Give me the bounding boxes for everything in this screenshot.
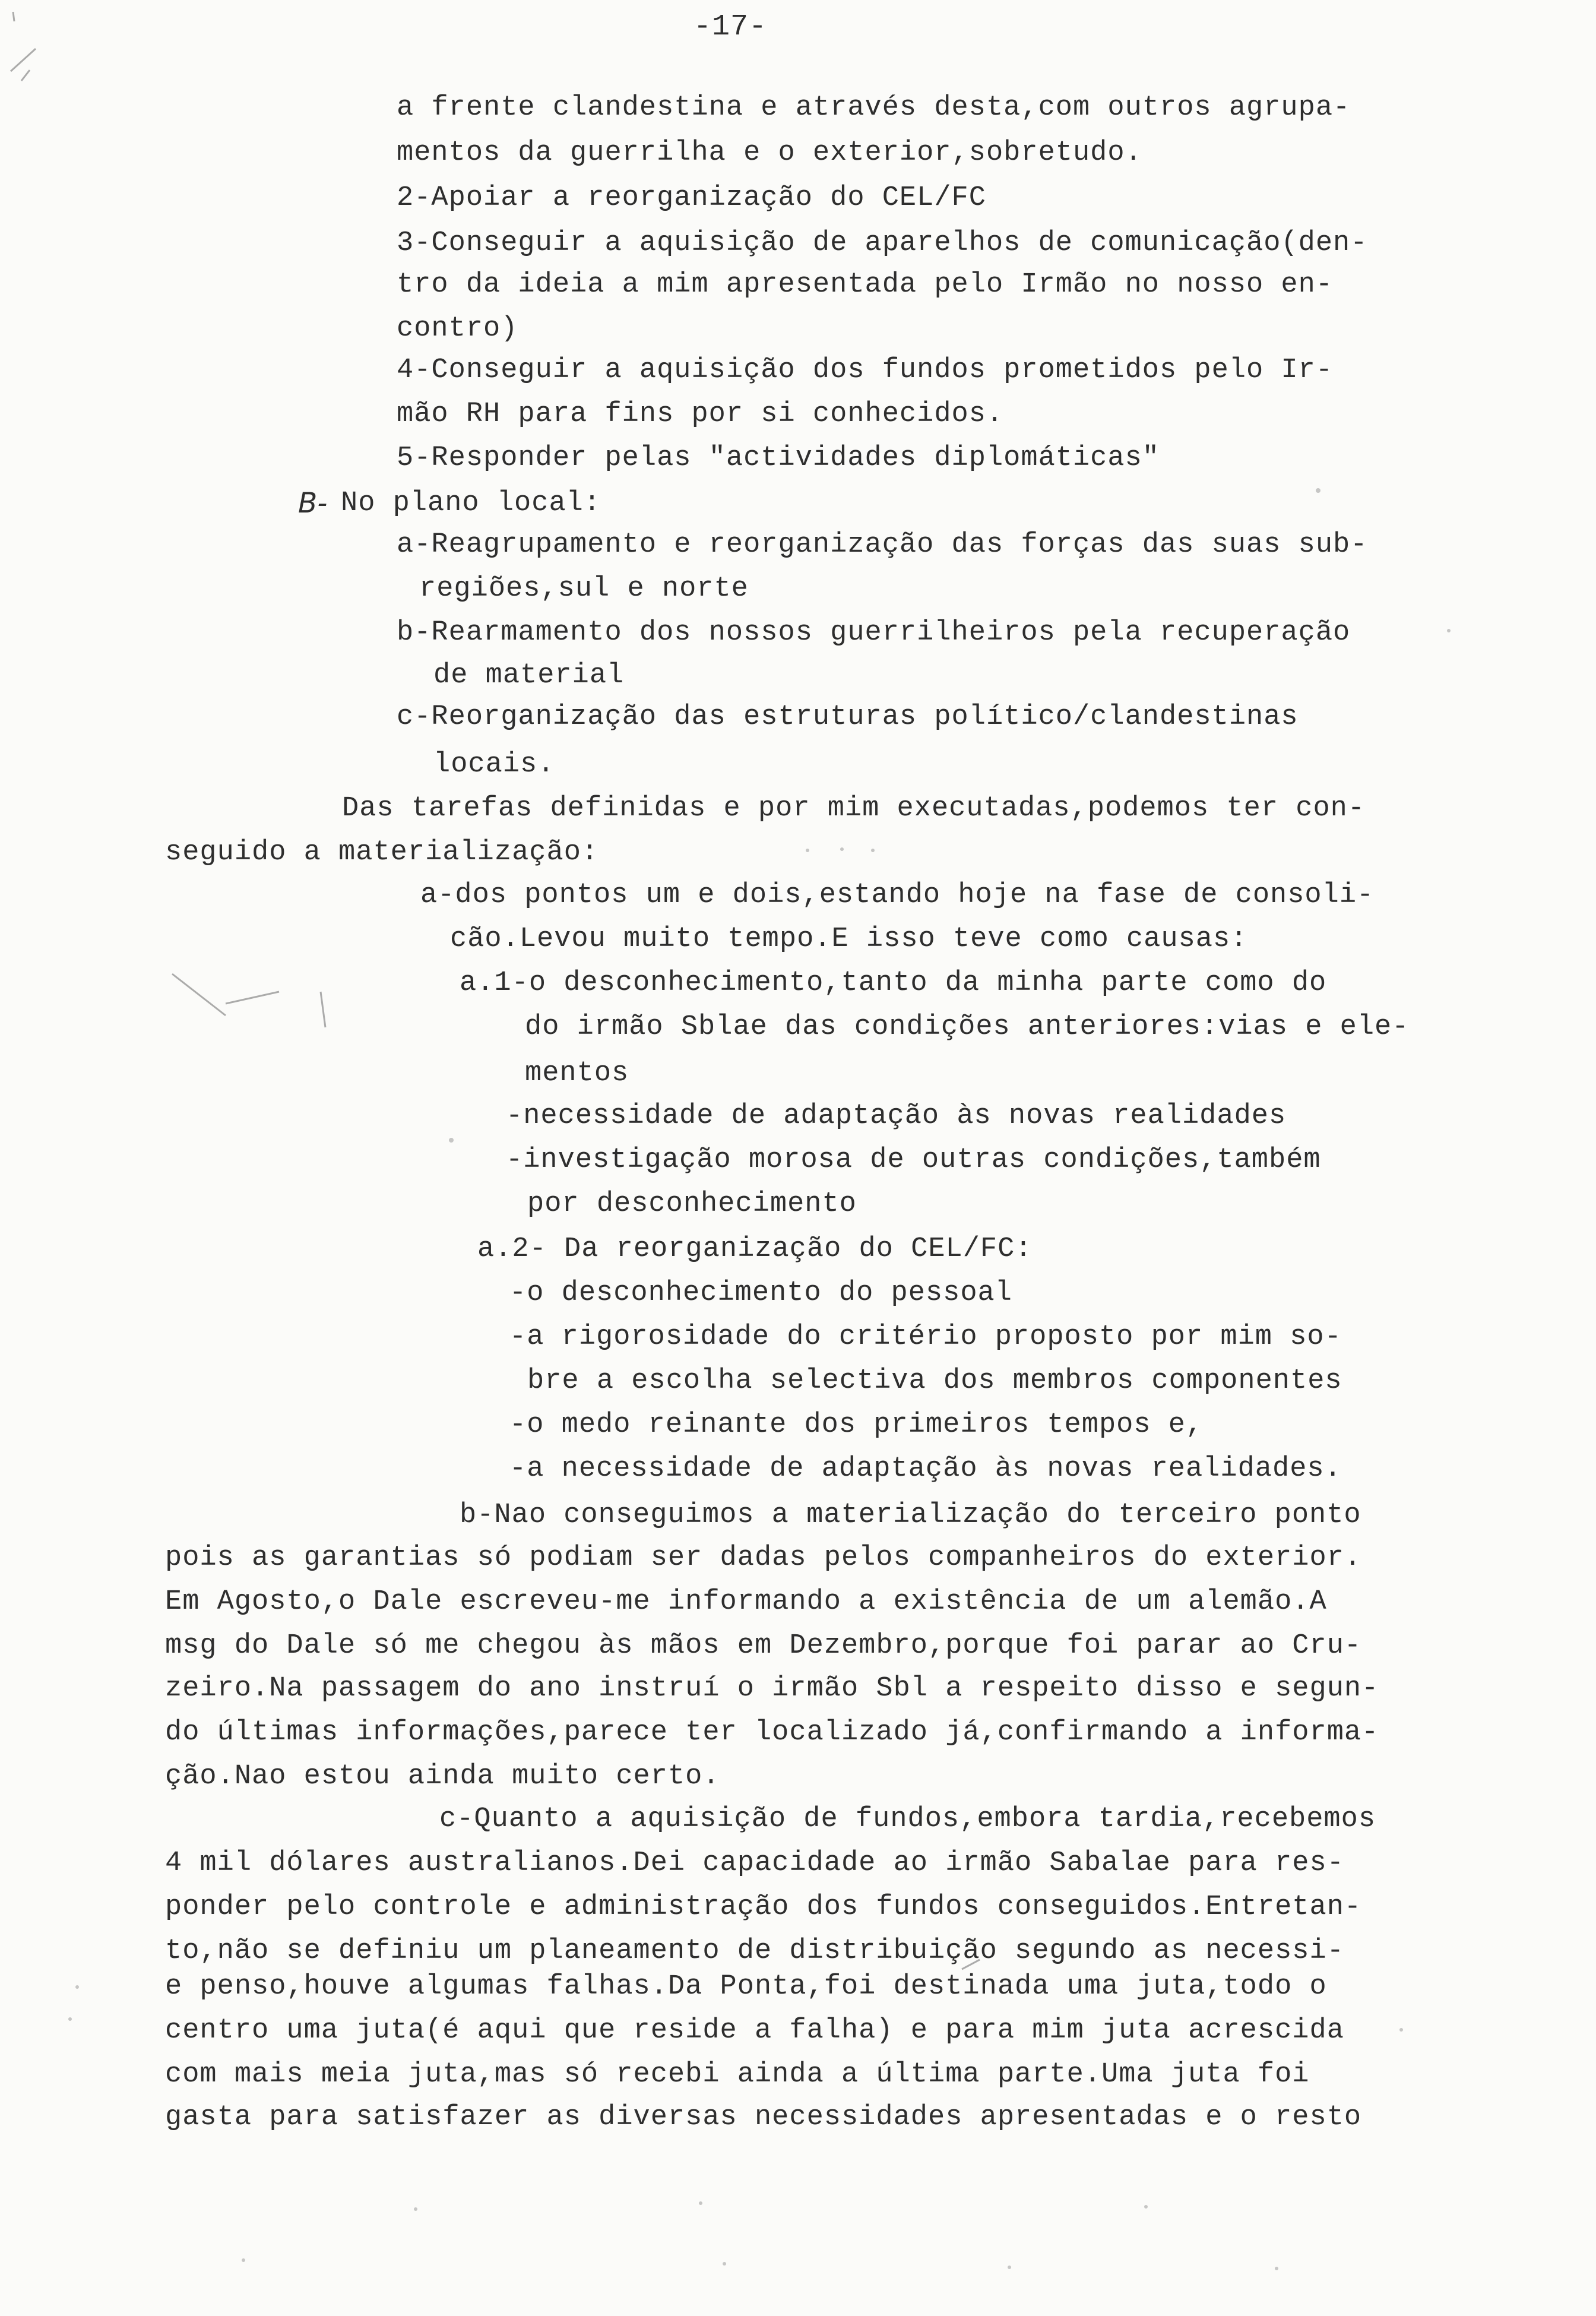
text-line: zeiro.Na passagem do ano instruí o irmão Sbl a respeito disso e segun- xyxy=(165,1673,1379,1704)
text-line: centro uma juta(é aqui que reside a falha) e para mim juta acrescida xyxy=(165,2015,1344,2046)
text-line: msg do Dale só me chegou às mãos em Dezembro,porque foi parar ao Cru- xyxy=(165,1630,1362,1662)
text-line: c-Quanto a aquisição de fundos,embora tardia,recebemos xyxy=(439,1804,1376,1835)
text-line: do últimas informações,parece ter localizado já,confirmando a informa- xyxy=(165,1717,1379,1748)
text-line: a.1-o desconhecimento,tanto da minha parte como do xyxy=(460,967,1327,999)
text-line: tro da ideia a mim apresentada pelo Irmão no nosso en- xyxy=(397,269,1334,300)
text-line: a frente clandestina e através desta,com outros agrupa- xyxy=(397,92,1351,124)
text-line: c-Reorganização das estruturas político/clandestinas xyxy=(397,701,1299,733)
text-line: -a rigorosidade do critério proposto por mim so- xyxy=(509,1321,1342,1353)
text-line: gasta para satisfazer as diversas necessidades apresentadas e o resto xyxy=(165,2102,1362,2133)
text-line: mentos da guerrilha e o exterior,sobretudo. xyxy=(397,137,1142,169)
text-line: contro) xyxy=(397,313,518,344)
text-line: a-dos pontos um e dois,estando hoje na fase de consoli- xyxy=(420,879,1375,911)
text-line: regiões,sul e norte xyxy=(419,573,749,605)
text-line: seguido a materialização: xyxy=(165,837,599,868)
text-line: 3-Conseguir a aquisição de aparelhos de comunicação(den- xyxy=(397,227,1368,259)
text-line: locais. xyxy=(433,749,555,780)
text-line: mão RH para fins por si conhecidos. xyxy=(397,398,1004,430)
text-line: to,não se definiu um planeamento de distribuição segundo as necessi- xyxy=(165,1935,1344,1967)
text-line: ponder pelo controle e administração dos fundos conseguidos.Entretan- xyxy=(165,1891,1362,1923)
text-line: do irmão Sblae das condições anteriores:vias e ele- xyxy=(525,1011,1410,1043)
text-line: cão.Levou muito tempo.E isso teve como causas: xyxy=(450,923,1248,955)
text-line: 5-Responder pelas "actividades diplomáticas" xyxy=(397,442,1160,474)
text-line: pois as garantias só podiam ser dadas pelos companheiros do exterior. xyxy=(165,1542,1362,1574)
text-line: a.2- Da reorganização do CEL/FC: xyxy=(477,1233,1033,1265)
text-line: e penso,houve algumas falhas.Da Ponta,foi destinada uma juta,todo o xyxy=(165,1971,1327,2002)
text-line: a-Reagrupamento e reorganização das forças das suas sub- xyxy=(397,529,1368,561)
text-line: Em Agosto,o Dale escreveu-me informando a existência de um alemão.A xyxy=(165,1586,1327,1618)
text-line: com mais meia juta,mas só recebi ainda a última parte.Uma juta foi xyxy=(165,2059,1310,2090)
text-line: -necessidade de adaptação às novas realidades xyxy=(506,1100,1287,1132)
section-marker: B- xyxy=(298,487,328,520)
text-line: b-Nao conseguimos a materialização do terceiro ponto xyxy=(460,1499,1361,1531)
text-line: de material xyxy=(433,660,625,691)
text-line: b-Rearmamento dos nossos guerrilheiros pela recuperação xyxy=(397,617,1351,648)
text-line: por desconhecimento xyxy=(527,1188,857,1220)
text-line: No plano local: xyxy=(341,488,601,519)
text-line: -investigação morosa de outras condições,também xyxy=(506,1144,1321,1176)
text-line: bre a escolha selectiva dos membros componentes xyxy=(527,1365,1342,1397)
text-line: -o desconhecimento do pessoal xyxy=(509,1277,1012,1309)
text-line: 4 mil dólares australianos.Dei capacidade ao irmão Sabalae para res- xyxy=(165,1847,1344,1879)
text-line: 4-Conseguir a aquisição dos fundos prometidos pelo Ir- xyxy=(397,355,1334,386)
text-line: Das tarefas definidas e por mim executadas,podemos ter con- xyxy=(342,793,1366,824)
text-line: 2-Apoiar a reorganização do CEL/FC xyxy=(397,182,986,214)
text-line: -a necessidade de adaptação às novas realidades. xyxy=(509,1453,1342,1485)
page-number: -17- xyxy=(694,10,768,44)
text-line: -o medo reinante dos primeiros tempos e, xyxy=(509,1409,1204,1441)
text-line: mentos xyxy=(525,1058,629,1089)
text-line: ção.Nao estou ainda muito certo. xyxy=(165,1761,720,1792)
